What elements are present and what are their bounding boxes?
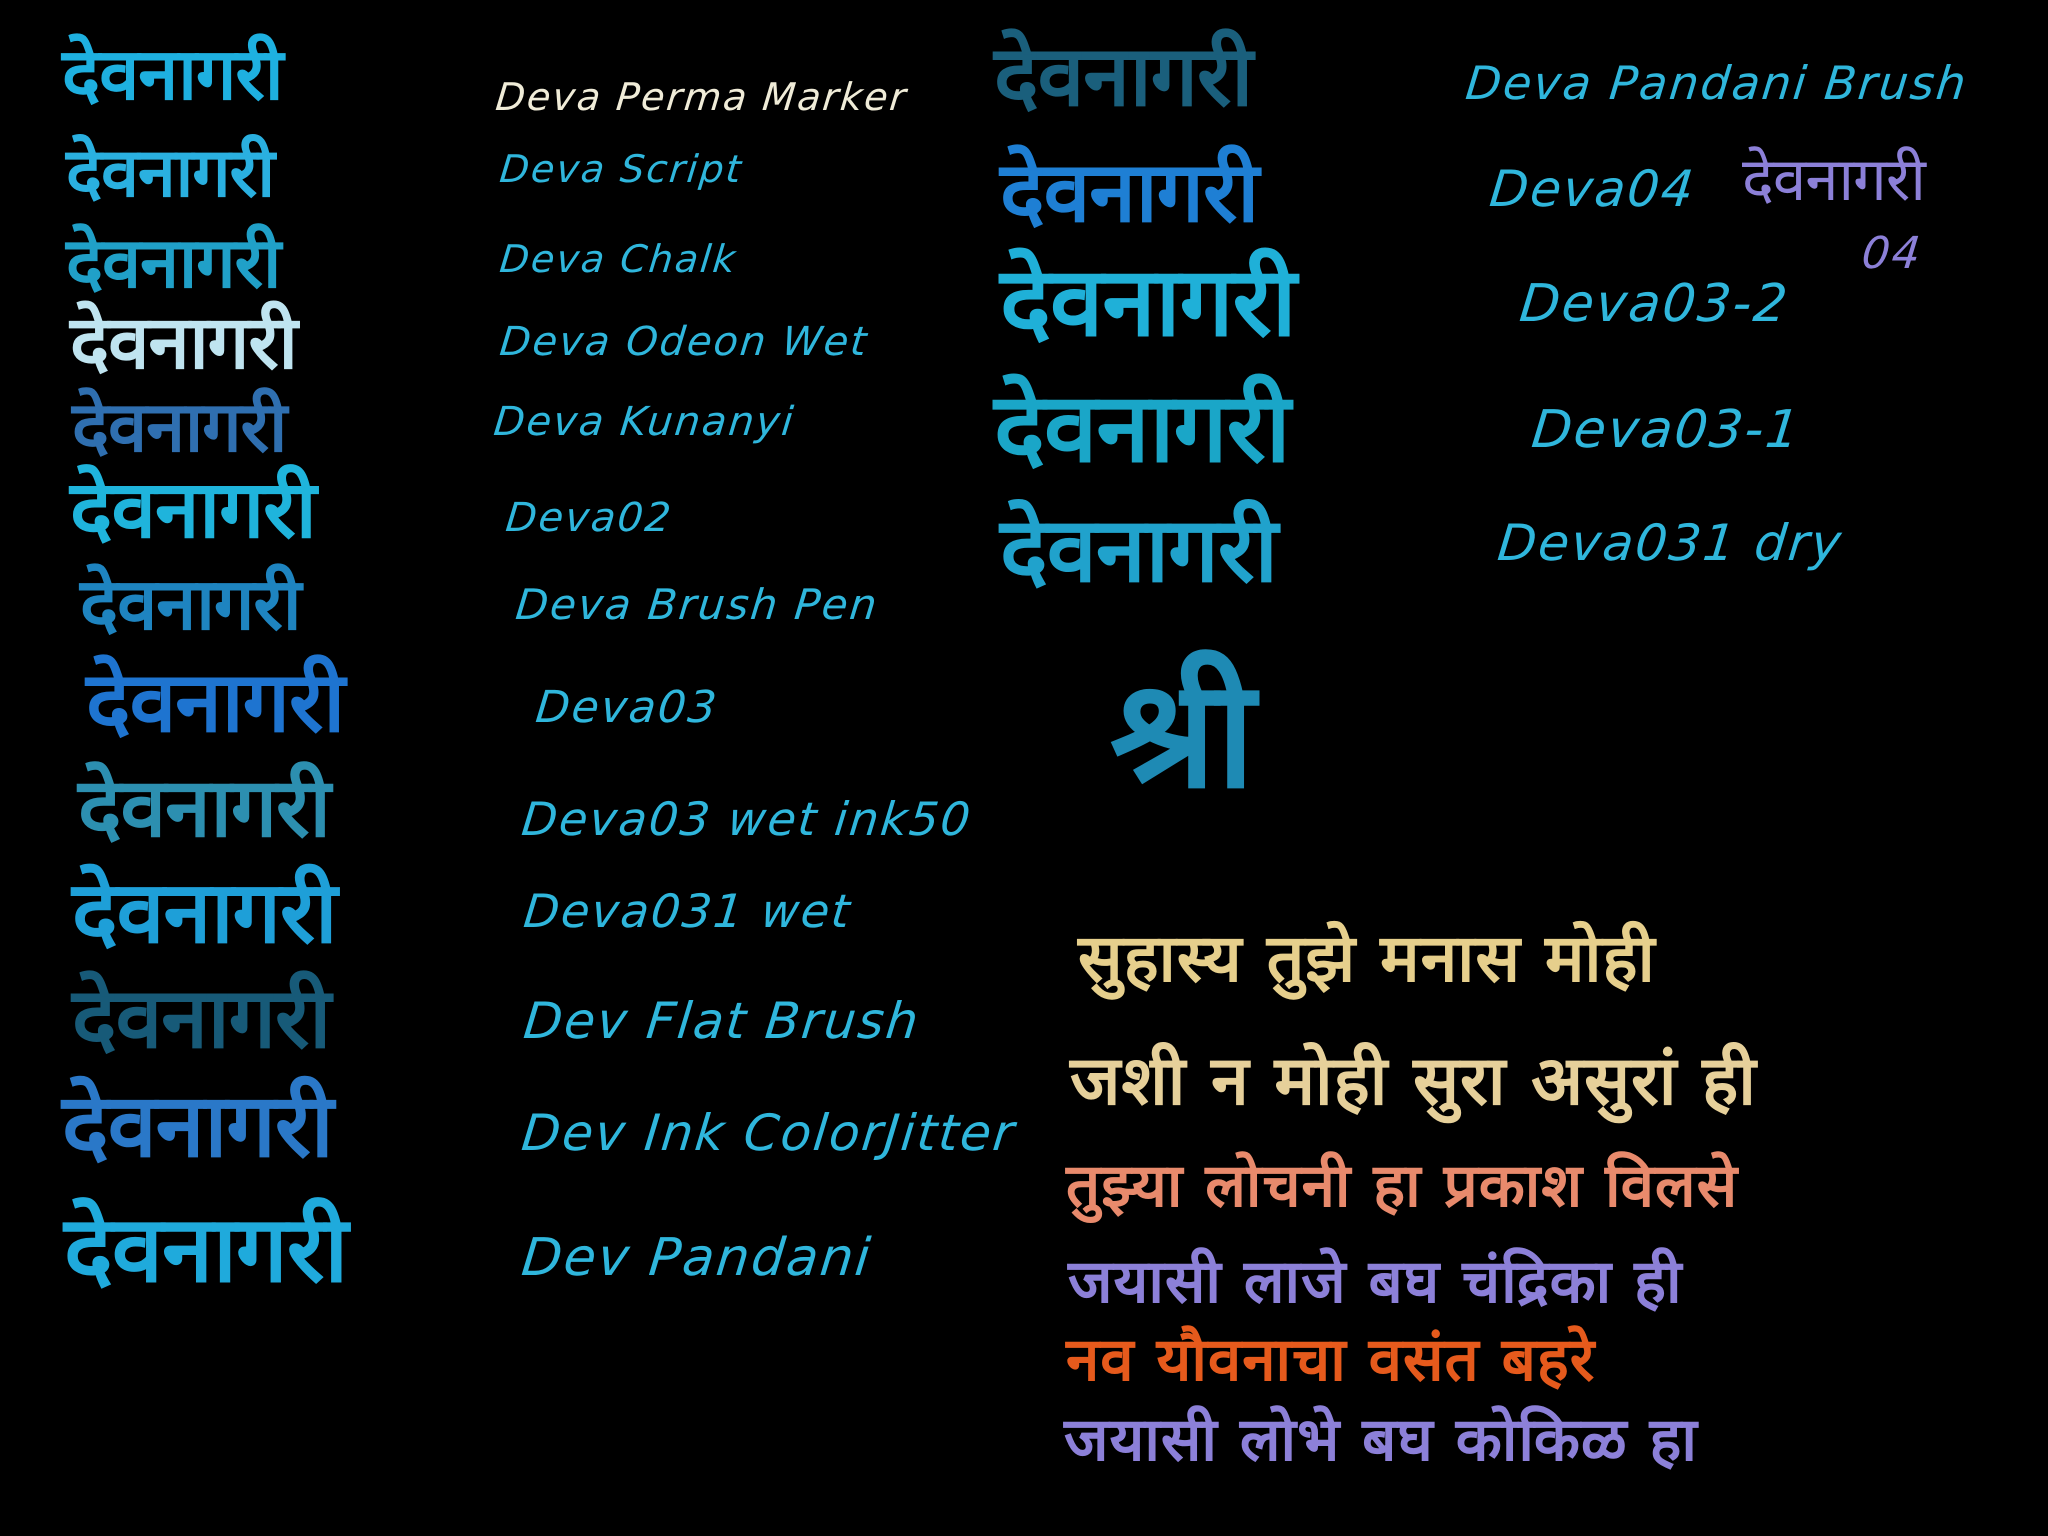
sample-deva-script: देवनागरी <box>66 134 274 213</box>
sample-deva-perma-marker: देवनागरी <box>62 32 283 116</box>
poem-line-6: जयासी लोभे बघ कोकिळ हा <box>1064 1405 1698 1475</box>
label-deva04: Deva04 <box>1486 160 1699 218</box>
sample-deva-pandani-brush: देवनागरी <box>994 27 1253 125</box>
sample-deva03-2: देवनागरी <box>1000 246 1296 358</box>
label-deva03: Deva03 <box>533 682 721 733</box>
label-deva03-1: Deva03-1 <box>1528 400 1804 460</box>
label-deva-perma-marker: Deva Perma Marker <box>493 75 910 119</box>
poem-line-5: नव यौवनाचा वसंत बहरे <box>1066 1325 1596 1395</box>
sample-deva04: देवनागरी <box>1000 143 1259 241</box>
label-deva-pandani-brush: Deva Pandani Brush <box>1463 56 1971 110</box>
sample-deva03: देवनागरी <box>86 653 345 751</box>
shri-calligraphy: श्री <box>1110 648 1256 822</box>
label-deva03-wet-ink50: Deva03 wet ink50 <box>519 792 975 846</box>
poem-line-3: तुझ्या लोचनी हा प्रकाश विलसे <box>1066 1151 1739 1221</box>
sample-deva03-wet-ink50: देवनागरी <box>78 761 330 856</box>
sample-deva031-wet: देवनागरी <box>72 863 337 963</box>
sample-extra-deva04: देवनागरी <box>1742 145 1925 215</box>
poem-line-4: जयासी लाजे बघ चंद्रिका ही <box>1068 1247 1683 1317</box>
label-deva-kunanyi: Deva Kunanyi <box>491 399 798 445</box>
label-dev-flat-brush: Dev Flat Brush <box>520 992 923 1050</box>
label-deva031-dry: Deva031 dry <box>1494 514 1846 572</box>
label-deva-odeon-wet: Deva Odeon Wet <box>497 319 871 365</box>
poem-line-2: जशी न मोही सुरा असुरां ही <box>1070 1042 1757 1121</box>
sample-deva031-dry: देवनागरी <box>1000 498 1277 603</box>
sample-dev-pandani: देवनागरी <box>64 1196 348 1303</box>
sample-deva-brush-pen: देवनागरी <box>80 562 301 646</box>
label-deva-brush-pen: Deva Brush Pen <box>513 580 882 629</box>
sample-dev-ink-colorjitter: देवनागरी <box>62 1074 333 1177</box>
sample-deva02: देवनागरी <box>70 463 316 556</box>
poem-line-1: सुहास्य तुझे मनास मोही <box>1078 920 1656 997</box>
label-deva02: Deva02 <box>503 495 675 541</box>
sample-deva-odeon-wet: देवनागरी <box>70 300 297 386</box>
label-dev-ink-colorjitter: Dev Ink ColorJitter <box>518 1104 1019 1162</box>
sample-deva-chalk: देवनागरी <box>66 222 281 304</box>
label-deva03-2: Deva03-2 <box>1516 274 1792 334</box>
label-extra-04: 04 <box>1859 228 1925 279</box>
sample-dev-flat-brush: देवनागरी <box>72 969 331 1067</box>
label-dev-pandani: Dev Pandani <box>518 1228 875 1288</box>
sample-deva-kunanyi: देवनागरी <box>72 386 287 468</box>
label-deva031-wet: Deva031 wet <box>521 884 855 938</box>
label-deva-chalk: Deva Chalk <box>497 237 740 281</box>
sample-deva03-1: देवनागरी <box>994 372 1290 484</box>
label-deva-script: Deva Script <box>497 147 746 191</box>
